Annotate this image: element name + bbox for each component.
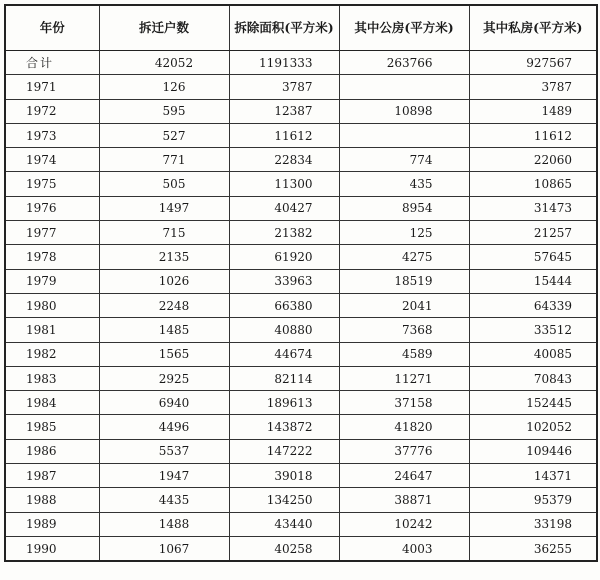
table-row [5, 269, 597, 293]
cell-households: 1488 [99, 512, 229, 536]
cell-households: 771 [99, 148, 229, 172]
cell-households: 1485 [99, 318, 229, 342]
cell-households: 4435 [99, 488, 229, 512]
cell-demolished-area: 40427 [229, 196, 339, 220]
cell-households: 715 [99, 221, 229, 245]
cell-households: 505 [99, 172, 229, 196]
cell-private-housing: 109446 [469, 439, 597, 463]
cell-private-housing: 31473 [469, 196, 597, 220]
cell-year: 1982 [5, 342, 99, 366]
cell-demolished-area: 40258 [229, 536, 339, 561]
cell-year: 1987 [5, 464, 99, 488]
cell-public-housing: 11271 [339, 366, 469, 390]
header-public-housing: 其中公房(平方米) [339, 5, 469, 51]
table-row [5, 123, 597, 147]
cell-demolished-area: 39018 [229, 464, 339, 488]
cell-private-housing: 40085 [469, 342, 597, 366]
table-row [5, 488, 597, 512]
cell-private-housing: 14371 [469, 464, 597, 488]
cell-private-housing: 64339 [469, 293, 597, 317]
cell-demolished-area: 11300 [229, 172, 339, 196]
demolition-statistics-table [4, 4, 598, 562]
cell-year: 1973 [5, 123, 99, 147]
table-row [5, 415, 597, 439]
cell-demolished-area: 11612 [229, 123, 339, 147]
cell-private-housing: 152445 [469, 391, 597, 415]
cell-year: 1977 [5, 221, 99, 245]
cell-demolished-area: 3787 [229, 75, 339, 99]
cell-private-housing: 11612 [469, 123, 597, 147]
cell-private-housing: 1489 [469, 99, 597, 123]
cell-public-housing: 37158 [339, 391, 469, 415]
cell-private-housing: 15444 [469, 269, 597, 293]
cell-public-housing: 10242 [339, 512, 469, 536]
table-row [5, 293, 597, 317]
cell-year: 1985 [5, 415, 99, 439]
header-row [5, 5, 597, 51]
cell-demolished-area: 66380 [229, 293, 339, 317]
cell-households: 126 [99, 75, 229, 99]
cell-households: 6940 [99, 391, 229, 415]
cell-households: 1067 [99, 536, 229, 561]
cell-public-housing: 10898 [339, 99, 469, 123]
cell-year: 1979 [5, 269, 99, 293]
cell-year: 合计 [5, 51, 99, 75]
cell-public-housing: 4003 [339, 536, 469, 561]
table-row [5, 75, 597, 99]
cell-private-housing: 36255 [469, 536, 597, 561]
cell-demolished-area: 1191333 [229, 51, 339, 75]
cell-private-housing: 95379 [469, 488, 597, 512]
cell-households: 5537 [99, 439, 229, 463]
cell-demolished-area: 21382 [229, 221, 339, 245]
cell-year: 1976 [5, 196, 99, 220]
cell-public-housing: 8954 [339, 196, 469, 220]
table-row [5, 464, 597, 488]
table-row [5, 366, 597, 390]
table-row [5, 148, 597, 172]
cell-year: 1972 [5, 99, 99, 123]
cell-public-housing: 7368 [339, 318, 469, 342]
cell-year: 1975 [5, 172, 99, 196]
table-row [5, 391, 597, 415]
cell-demolished-area: 40880 [229, 318, 339, 342]
cell-demolished-area: 61920 [229, 245, 339, 269]
cell-demolished-area: 22834 [229, 148, 339, 172]
cell-demolished-area: 44674 [229, 342, 339, 366]
header-year: 年份 [5, 5, 99, 51]
cell-demolished-area: 143872 [229, 415, 339, 439]
cell-private-housing: 10865 [469, 172, 597, 196]
cell-year: 1988 [5, 488, 99, 512]
cell-households: 42052 [99, 51, 229, 75]
cell-households: 2135 [99, 245, 229, 269]
cell-year: 1989 [5, 512, 99, 536]
cell-households: 1026 [99, 269, 229, 293]
header-demolished-area: 拆除面积(平方米) [229, 5, 339, 51]
table-row [5, 536, 597, 561]
cell-year: 1983 [5, 366, 99, 390]
cell-year: 1981 [5, 318, 99, 342]
cell-private-housing: 33198 [469, 512, 597, 536]
cell-public-housing: 4589 [339, 342, 469, 366]
cell-private-housing: 70843 [469, 366, 597, 390]
cell-year: 1986 [5, 439, 99, 463]
cell-demolished-area: 33963 [229, 269, 339, 293]
cell-demolished-area: 12387 [229, 99, 339, 123]
cell-private-housing: 57645 [469, 245, 597, 269]
cell-private-housing: 102052 [469, 415, 597, 439]
cell-public-housing [339, 75, 469, 99]
table-row [5, 439, 597, 463]
cell-private-housing: 927567 [469, 51, 597, 75]
cell-households: 1565 [99, 342, 229, 366]
table-row [5, 342, 597, 366]
cell-demolished-area: 147222 [229, 439, 339, 463]
table-body [5, 51, 597, 562]
cell-households: 2925 [99, 366, 229, 390]
cell-public-housing: 38871 [339, 488, 469, 512]
cell-public-housing: 4275 [339, 245, 469, 269]
total-row [5, 51, 597, 75]
cell-households: 1497 [99, 196, 229, 220]
cell-private-housing: 22060 [469, 148, 597, 172]
cell-households: 2248 [99, 293, 229, 317]
cell-public-housing: 24647 [339, 464, 469, 488]
cell-households: 1947 [99, 464, 229, 488]
cell-year: 1980 [5, 293, 99, 317]
cell-public-housing: 435 [339, 172, 469, 196]
cell-public-housing: 41820 [339, 415, 469, 439]
cell-demolished-area: 189613 [229, 391, 339, 415]
table-row [5, 512, 597, 536]
cell-year: 1971 [5, 75, 99, 99]
cell-households: 4496 [99, 415, 229, 439]
cell-year: 1990 [5, 536, 99, 561]
table-row [5, 221, 597, 245]
header-private-housing: 其中私房(平方米) [469, 5, 597, 51]
table-header [5, 5, 597, 51]
cell-year: 1978 [5, 245, 99, 269]
cell-year: 1974 [5, 148, 99, 172]
cell-demolished-area: 43440 [229, 512, 339, 536]
cell-public-housing: 125 [339, 221, 469, 245]
table-row [5, 99, 597, 123]
cell-private-housing: 21257 [469, 221, 597, 245]
table-row [5, 196, 597, 220]
cell-public-housing: 263766 [339, 51, 469, 75]
cell-households: 527 [99, 123, 229, 147]
cell-public-housing [339, 123, 469, 147]
table-row [5, 245, 597, 269]
cell-year: 1984 [5, 391, 99, 415]
cell-private-housing: 33512 [469, 318, 597, 342]
cell-demolished-area: 82114 [229, 366, 339, 390]
cell-public-housing: 2041 [339, 293, 469, 317]
table-row [5, 318, 597, 342]
cell-demolished-area: 134250 [229, 488, 339, 512]
header-households: 拆迁户数 [99, 5, 229, 51]
cell-households: 595 [99, 99, 229, 123]
cell-public-housing: 18519 [339, 269, 469, 293]
cell-private-housing: 3787 [469, 75, 597, 99]
table-row [5, 172, 597, 196]
cell-public-housing: 774 [339, 148, 469, 172]
cell-public-housing: 37776 [339, 439, 469, 463]
